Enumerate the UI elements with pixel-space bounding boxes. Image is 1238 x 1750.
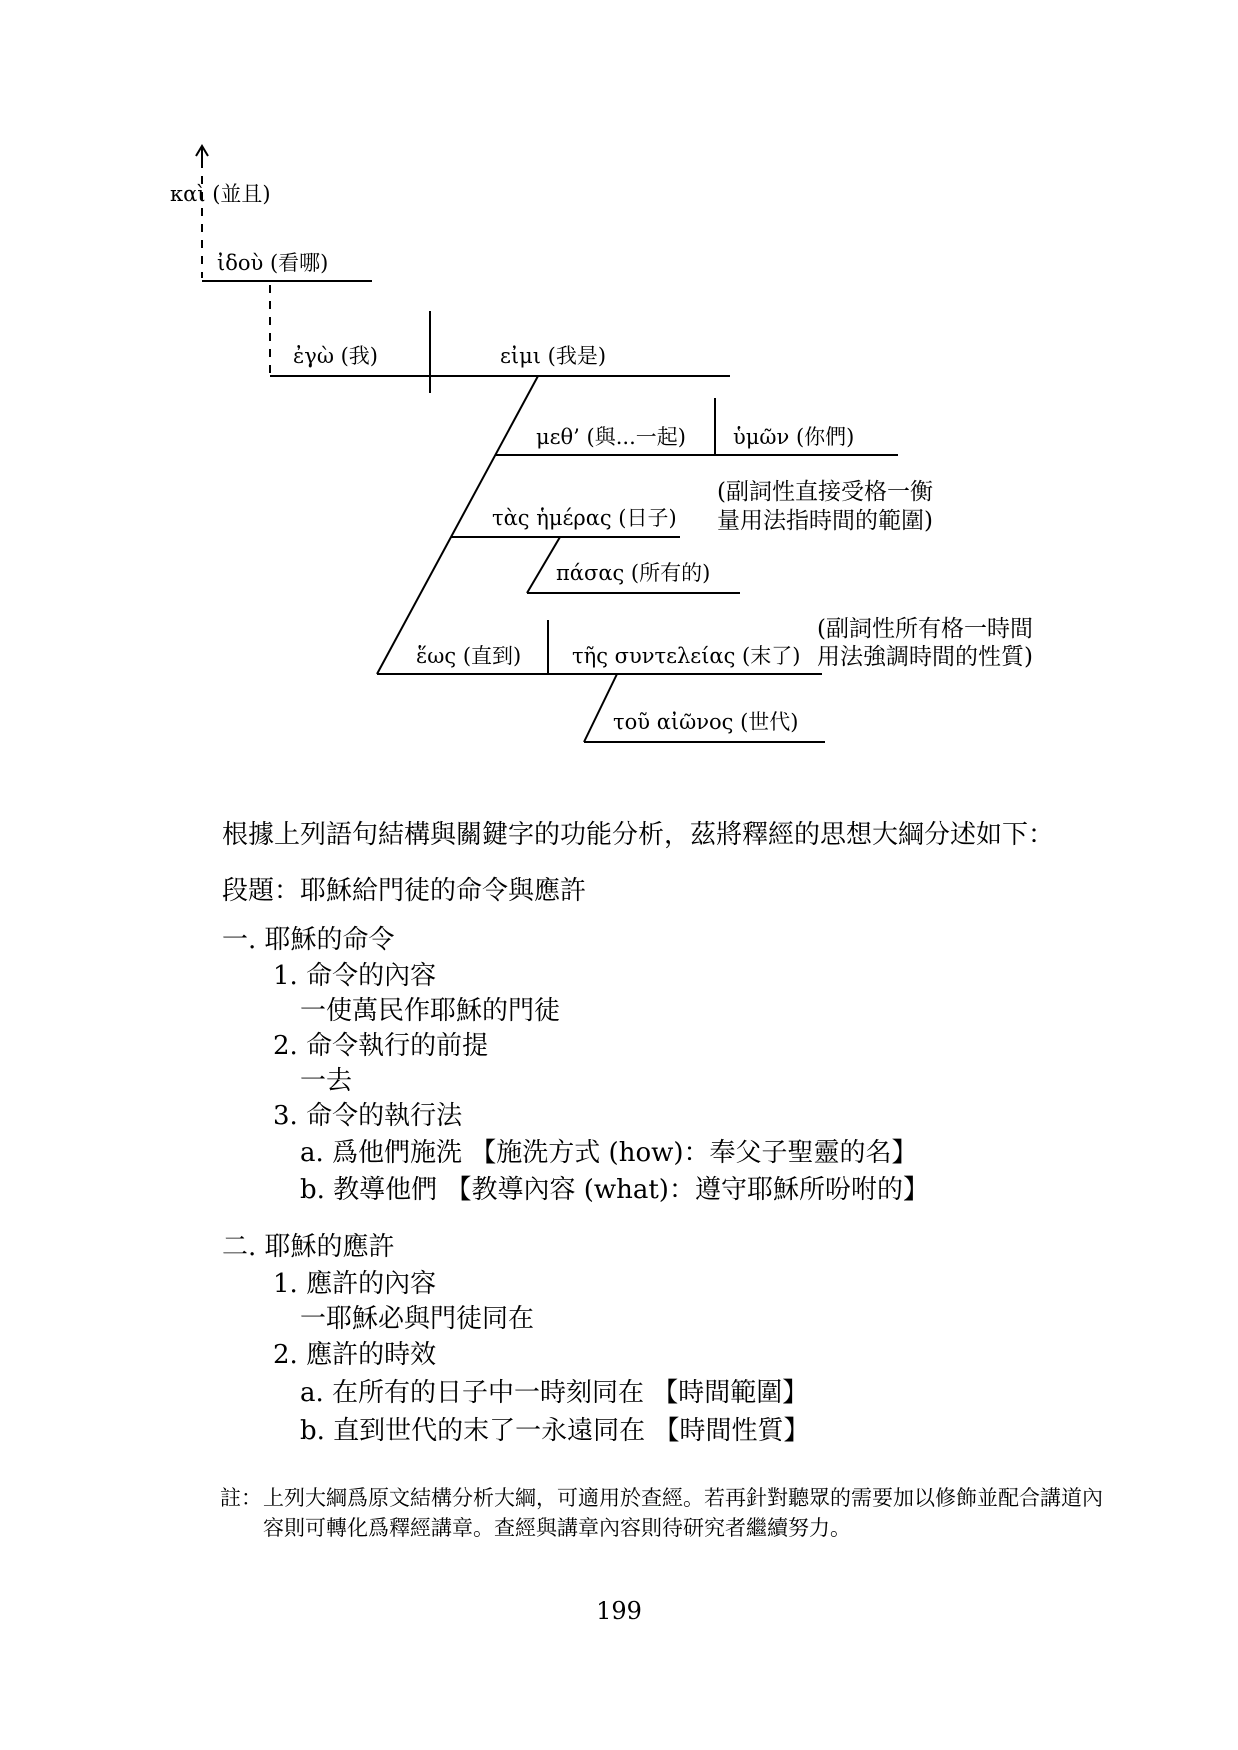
outline-intro: 根據上列語句結構與關鍵字的功能分析，茲將釋經的思想大綱分述如下： [222, 820, 1055, 850]
sentence-diagram [0, 0, 1238, 780]
outline-item-1-3-a: a. 爲他們施洗 【施洗方式 (how)：奉父子聖靈的名】 [300, 1138, 918, 1168]
heos-label: ἕως (直到) [416, 644, 522, 668]
pasas-label: πάσας (所有的) [556, 561, 711, 585]
outline-item-2-2-b: b. 直到世代的末了一永遠同在 【時間性質】 [300, 1416, 810, 1446]
outline-item-2-1: 1. 應許的內容 [273, 1269, 437, 1299]
idou-label: ἰδοὺ (看哪) [217, 251, 329, 275]
ego-label: ἐγὼ (我) [293, 344, 379, 368]
outline-item-1-1: 1. 命令的內容 [273, 961, 437, 991]
outline-item-2-2: 2. 應許的時效 [273, 1340, 437, 1370]
hemeras-label: τὰς ἡμέρας (日子) [492, 506, 677, 530]
outline-item-2-2-a: a. 在所有的日子中一時刻同在 【時間範圍】 [300, 1378, 809, 1408]
page-number: 199 [596, 1597, 642, 1625]
outline-item-1-3: 3. 命令的執行法 [273, 1101, 463, 1131]
footnote-text: 上列大綱爲原文結構分析大綱，可適用於查經。若再針對聽眾的需要加以修飾並配合講道內容則可轉化爲釋經講章。查經與講章內容則待研究者繼續努力。 [263, 1486, 1103, 1540]
outline-item-1-3-b: b. 教導他們 【教導內容 (what)：遵守耶穌所吩咐的】 [300, 1175, 929, 1205]
hymon-label: ὑμῶν (你們) [733, 425, 855, 449]
outline-item-2-1-desc: 一耶穌必與門徒同在 [300, 1304, 535, 1334]
aionos-label: τοῦ αἰῶνος (世代) [613, 710, 799, 734]
outline-item-1-2-desc: 一去 [300, 1066, 353, 1096]
synteleias-note-line2: 用法強調時間的性質) [817, 644, 1033, 670]
synteleias-note-line1: (副詞性所有格一時間 [817, 616, 1033, 642]
outline-heading: 段題：耶穌給門徒的命令與應許 [222, 876, 587, 906]
footnote-label: 註： [220, 1486, 262, 1510]
kai-label: καὶ (並且) [170, 182, 271, 206]
outline-section-2: 二. 耶穌的應許 [222, 1232, 395, 1262]
outline-item-1-2: 2. 命令執行的前提 [273, 1031, 489, 1061]
meth-label: μεθ’ (與...一起) [536, 425, 686, 449]
eimi-label: εἰμι (我是) [500, 344, 607, 368]
hemeras-note-line2: 量用法指時間的範圍) [717, 508, 933, 534]
outline-item-1-1-desc: 一使萬民作耶穌的門徒 [300, 996, 561, 1026]
hemeras-note-line1: (副詞性直接受格一衡 [717, 479, 933, 505]
synteleias-label: τῆς συντελείας (末了) [572, 644, 801, 668]
outline-section-1: 一. 耶穌的命令 [222, 925, 395, 955]
